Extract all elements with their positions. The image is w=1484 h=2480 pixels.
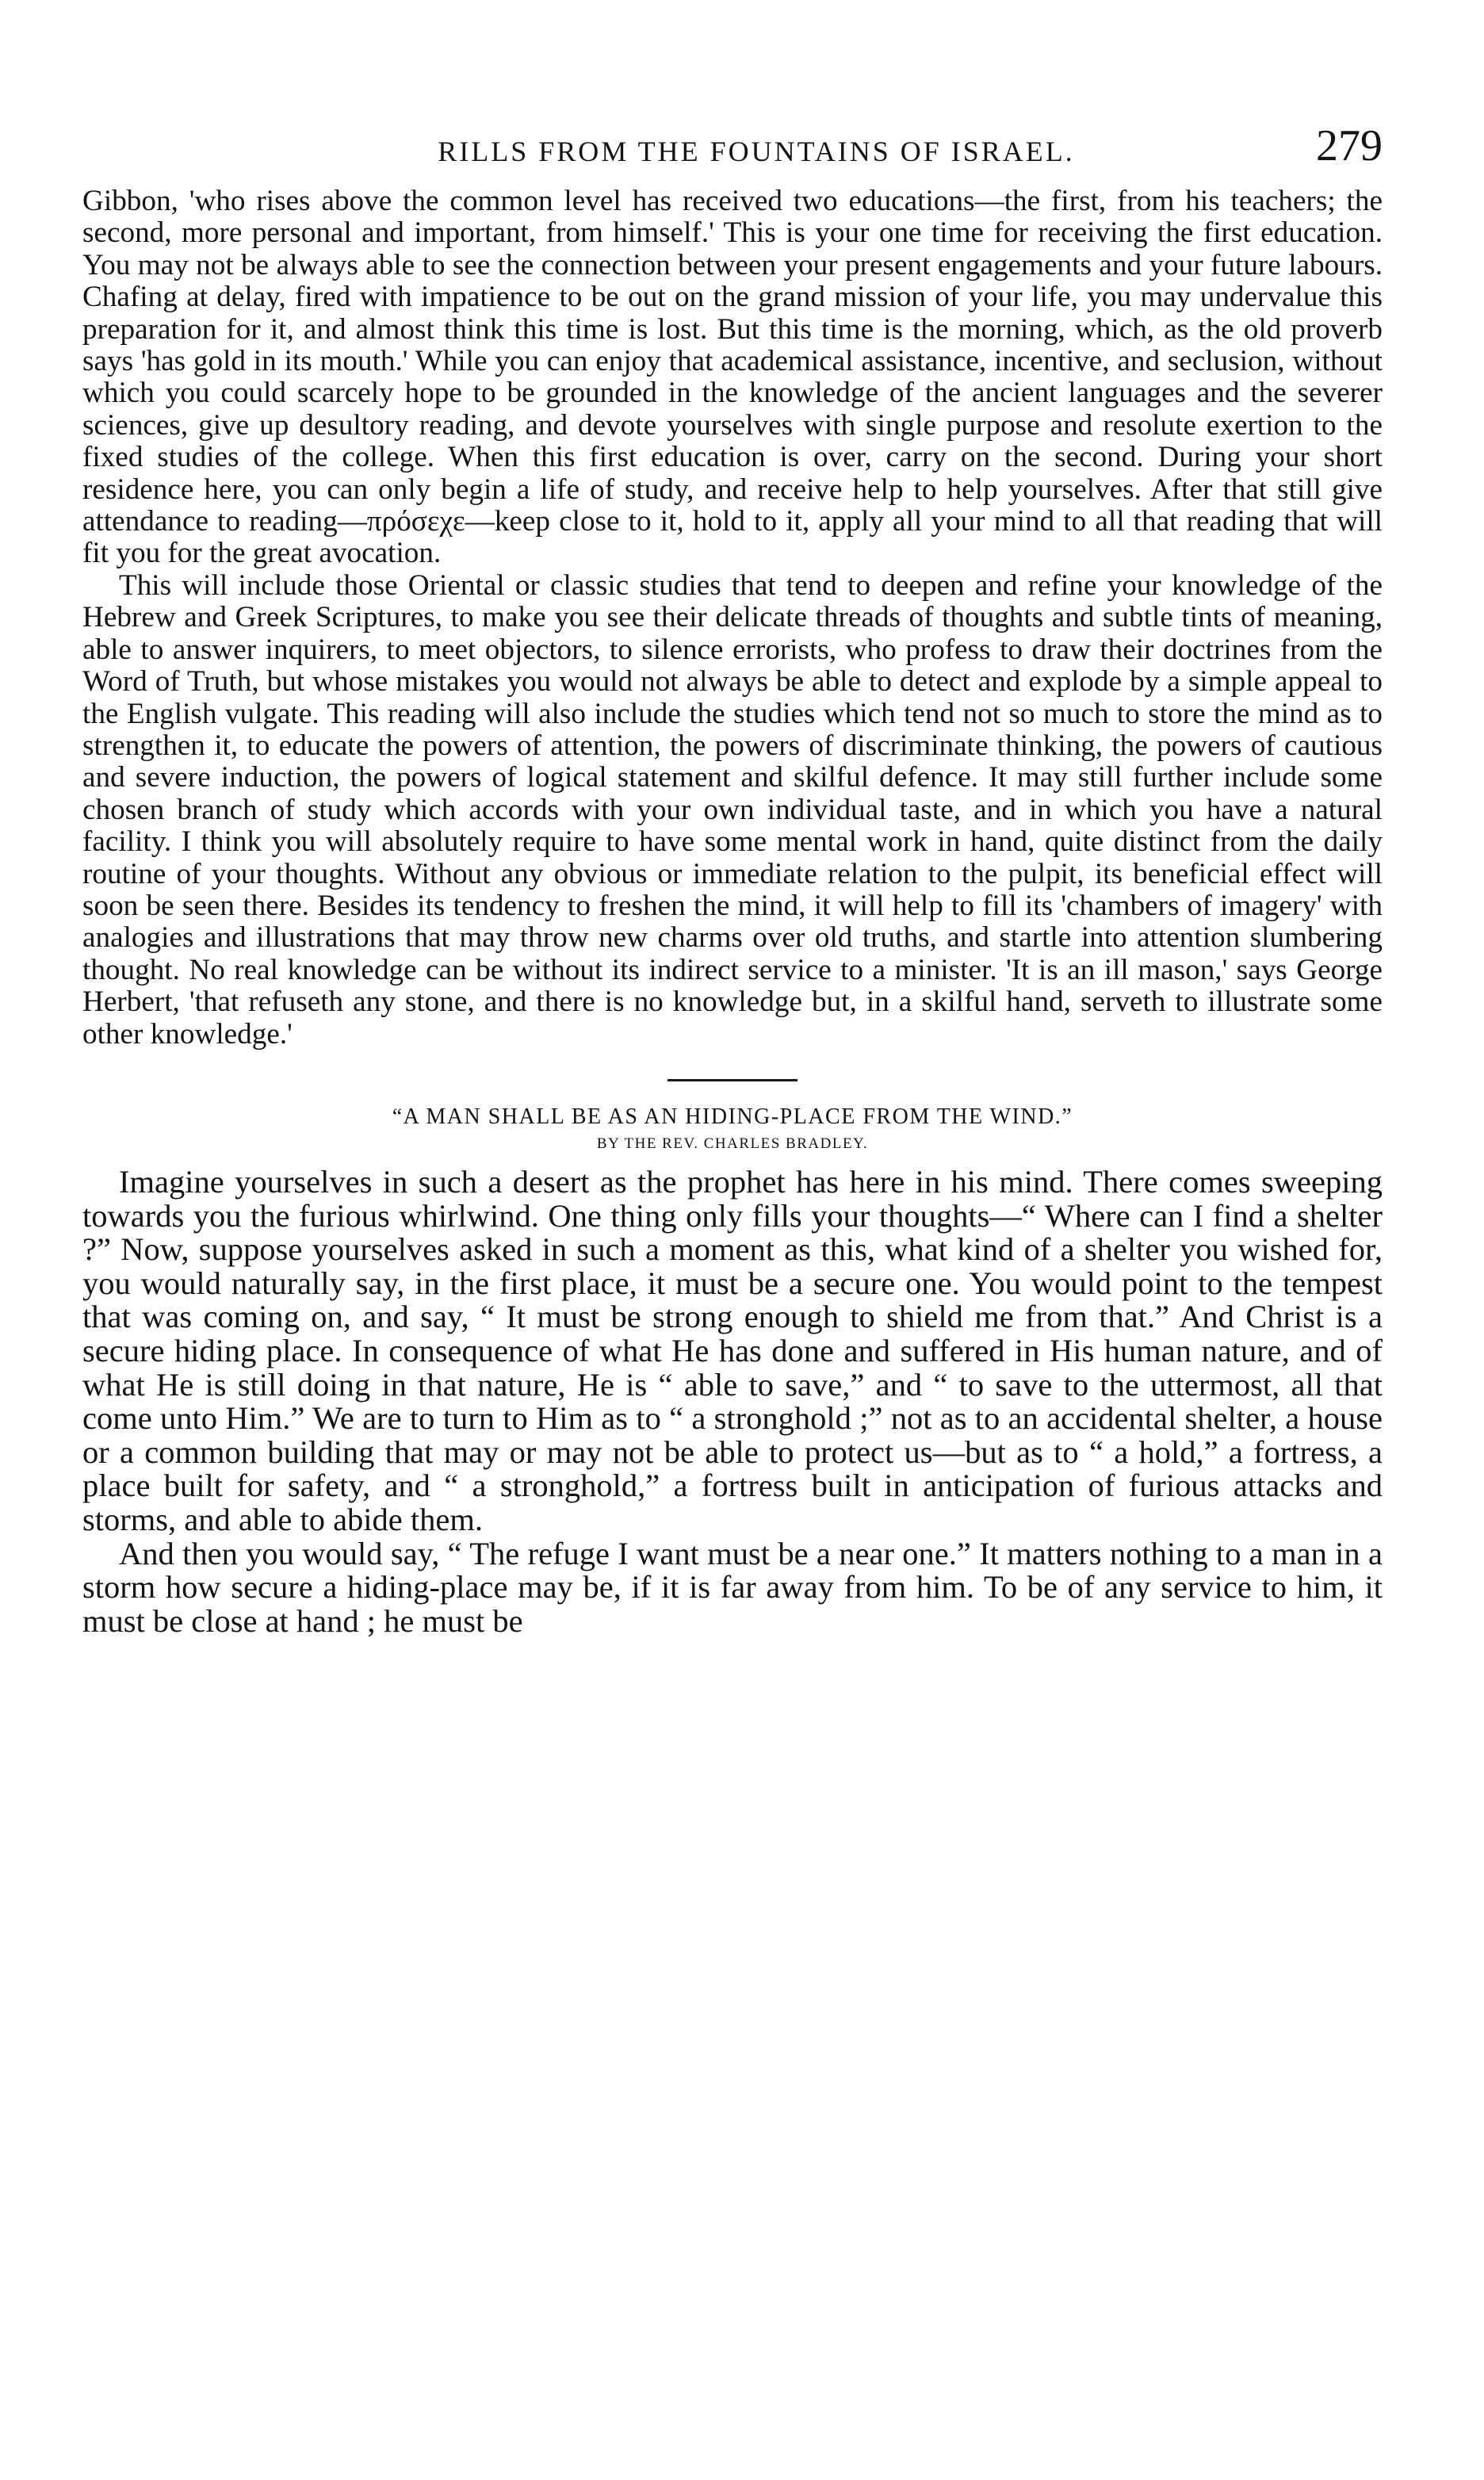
book-page [82,119,1383,1638]
paragraph-4: And then you would say, “ The refuge I want must be a near one.” It matters nothing to a man in a storm how secure a hiding-place may be, if it is far away from him. To be of any service to him, it must be close at hand ; he must be [82,1535,1383,1639]
running-header [82,119,1383,186]
article-title: “A MAN SHALL BE AS AN HIDING-PLACE FROM THE WIND.” [392,1104,1073,1129]
section-one [82,186,1383,1051]
page-number: 279 [1316,121,1383,170]
paragraph-2: This will include those Oriental or classic studies that tend to deepen and refine your knowledge of the Hebrew and Greek Scriptures, to make you see their delicate threads of thoughts and subtle tints of meaning, able to answer inquirers, to meet objectors, to silence errorists, who profess to draw their doctrines from the Word of Truth, but whose mistakes you would not always be able to detect and explode by a simple appeal to the English vulgate. This reading will also include the studies which tend not so much to store the mind as to strengthen it, to educate the powers of attention, the powers of discriminate thinking, the powers of cautious and severe induction, the powers of logical statement and skilful defence. It may still further include some chosen branch of study which accords with your own individual taste, and in which you have a natural facility. I think you will absolutely require to have some mental work in hand, quite distinct from the daily routine of your thoughts. Without any obvious or immediate relation to the pulpit, its beneficial effect will soon be seen there. Besides its tendency to freshen the mind, it will help to fill its 'chambers of imagery' with analogies and illustrations that may throw new charms over old truths, and startle into attention slumbering thought. No real knowledge can be without its indirect service to a minister. 'It is an ill mason,' says George Herbert, 'that refuseth any stone, and there is no knowledge but, in a skilful hand, serveth to illustrate some other knowledge.' [82,568,1383,1051]
running-title: RILLS FROM THE FOUNTAINS OF ISRAEL. [438,136,1075,167]
section-two [82,1104,1383,1638]
article-byline: BY THE REV. CHARLES BRADLEY. [596,1135,869,1152]
paragraph-1: Gibbon, 'who rises above the common level has received two educations—the first, from his teachers; the second, more personal and important, from himself.' This is your one time for receiving the first education. You may not be always able to see the connection between your present engagements and your future labours. Chafing at delay, fired with impatience to be out on the grand mission of your life, you may undervalue this preparation for it, and almost think this time is lost. But this time is the morning, which, as the old proverb says 'has gold in its mouth.' While you can enjoy that academical assistance, incentive, and seclusion, without which you could scarcely hope to be grounded in the knowledge of the ancient languages and the severer sciences, give up desultory reading, and devote yourselves with single purpose and resolute exertion to the fixed studies of the college. When this first education is over, carry on the second. During your short residence here, you can only begin a life of study, and receive help to help yourselves. After that still give attendance to reading—πρόσεχε—keep close to it, hold to it, apply all your mind to all that reading that will fit you for the great avocation. [82,185,1383,570]
section-divider [667,1079,797,1081]
paragraph-3: Imagine yourselves in such a desert as the prophet has here in his mind. There comes sweeping towards you the furious whirlwind. One thing only fills your thoughts—“ Where can I find a shelter ?” Now, suppose yourselves asked in such a moment as this, what kind of a shelter you wished for, you would naturally say, in the first place, it must be a secure one. You would point to the tempest that was coming on, and say, “ It must be strong enough to shield me from that.” And Christ is a secure hiding place. In consequence of what He has done and suffered in His human nature, and of what He is still doing in that nature, He is “ able to save,” and “ to save to the uttermost, all that come unto Him.” We are to turn to Him as to “ a stronghold ;” not as to an accidental shelter, a house or a common building that may or may not be able to protect us—but as to “ a hold,” a fortress, a place built for safety, and “ a stronghold,” a fortress built in anticipation of furious attacks and storms, and able to abide them. [82,1163,1383,1537]
